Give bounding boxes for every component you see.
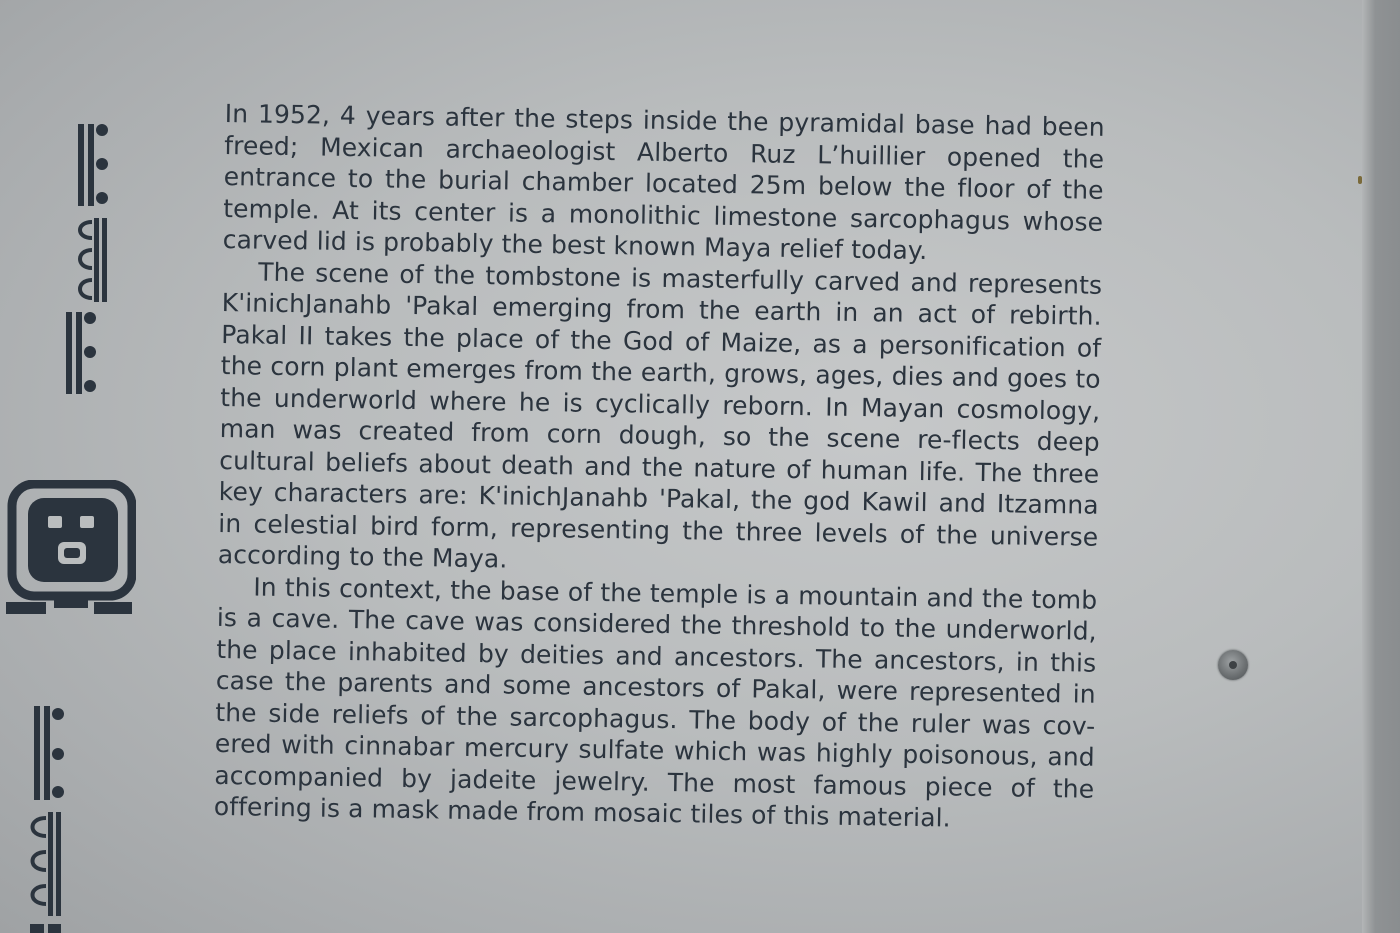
bar-dot-numeral-icon (30, 704, 70, 802)
bar-dot-numeral-icon (72, 122, 112, 208)
paragraph-discovery: In 1952, 4 years after the steps inside the pyramidal base had been freed; Mexican archaeologist Alberto Ruz L’huillier opened the entrance to the burial chamber located 25m below the floor of the temple. At its center is a monolithic limestone sarcophagus whose carved lid is probably the best known Maya relief today. (222, 98, 1105, 266)
mounting-screw (1218, 650, 1248, 680)
plaque-edge (1362, 0, 1400, 933)
shell-glyph-icon (68, 216, 108, 304)
paragraph-tombstone-scene: The scene of the tombstone is masterfully carved and represents K'inichJanahb 'Pakal emerging from the earth in an act of rebirth. Pakal II takes the place of the God of Maize, as a personification of the corn plant emerges from the earth, grows, ages, dies and goes to the underworld where he is cyclically reborn. In Mayan cosmology, man was created from corn dough, so the scene re-flects deep cultural beliefs about death and the nature of human life. The three key characters are: K'inichJanahb 'Pakal, the god Kawil and Itzamna in celestial bird form, representing the three levels of the universe according to the Maya. (217, 257, 1103, 574)
shell-glyph-icon (18, 810, 64, 933)
surface-speck (1358, 176, 1362, 184)
plaque-text (214, 98, 1105, 836)
paragraph-temple-context: In this context, the base of the temple is a mountain and the tomb is a cave. The cave was considered the threshold to the underworld, the place inhabited by deities and ancestors. The ancestors, in this case the parents and some ancestors of Pakal, were represented in the side reliefs of the sarcophagus. The body of the ruler was cov-ered with cinnabar mercury sulfate which was highly poisonous, and accompanied by jadeite jewelry. The most famous piece of the offering is a mask made from mosaic tiles of this material. (213, 572, 1098, 833)
maya-face-glyph-icon (4, 480, 136, 618)
bar-dot-numeral-icon (62, 310, 102, 396)
